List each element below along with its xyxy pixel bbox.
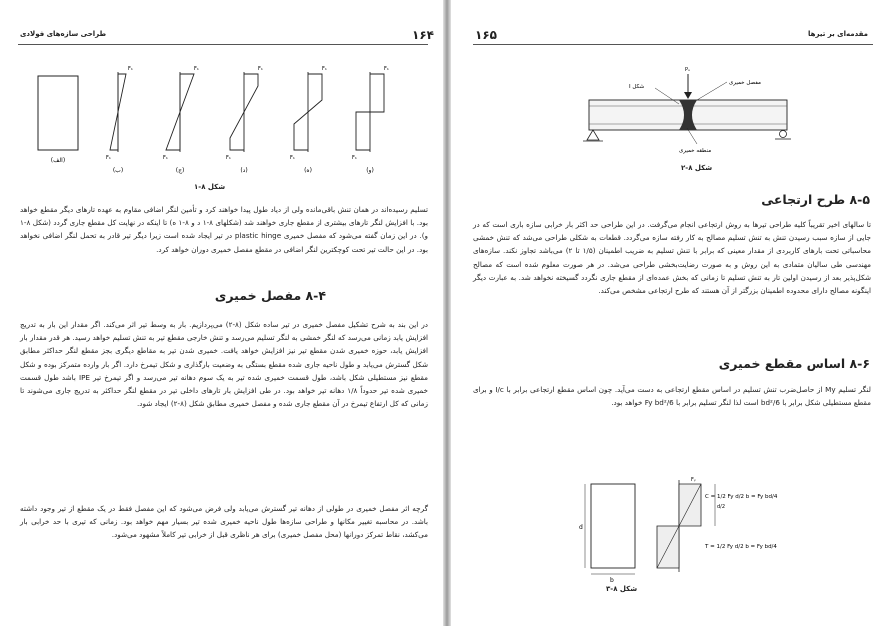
stress-label: Fᵧ [691, 477, 696, 483]
figure-panel-a [38, 76, 78, 164]
left-page [0, 0, 443, 626]
left-support-icon [587, 130, 599, 140]
body-paragraph-1: تا سالهای اخیر تقریباً کلیه طراحی تیرها به روش ارتجاعی انجام می‌گرفت. در این طراحی حد اکثر بار خرابی سازه باری است که در جایی از سازه سبب رسیدن تنش به تنش تسلیم مصالح به کار رفته سازه می‌گردد. قطعات به شکلی طراحی می‌شد که تنش خمشی محاسباتی تحت بارهای کاربردی از مقدار معینی که برابر با تنش تسلیم به ضریب اطمینان (۱/۵ تا ۲) می‌باشد تجاوز نکند. سازه‌های مهندسی طی سالیان متمادی به این روش و به صورت رضایت‌بخشی طراحی می‌شد. در هر صورت معلوم شده است که مصالح شکل‌پذیر بعد از رسیدن اولین تار به تنش تسلیم تا زمانی که بخش عمده‌ای از مقطع جاری نگردد گسیخته نخواهد شد. به عبارت دیگر اینگونه مصالح دارای محدوده اطمینان بزرگتر از آن هستند که طرح ارتجاعی مشخص می‌کند. [473, 220, 871, 296]
panel-bottom-label-c: F₁ [163, 155, 168, 161]
panel-label-b: (ب) [112, 167, 124, 174]
panel-bottom-label-f: F₁ [352, 155, 357, 161]
panel-top-label-f: F₁ [384, 66, 389, 72]
panel-label-d: (د) [240, 167, 248, 174]
rectangular-section [591, 484, 635, 568]
figure-caption-top: شکل ۸-۲ [681, 164, 713, 172]
figure-caption-bottom: شکل ۸-۳ [606, 585, 638, 593]
section-heading: ۸-۴ مفصل خمیری [214, 288, 326, 303]
figure-caption: شکل ۸-۱ [194, 183, 226, 191]
compression-equation: C = 1/2 Fy d/2 b = Fy bd/4 [705, 494, 778, 500]
figure-panel-c [163, 66, 199, 174]
page-number: ۱۶۴ [412, 28, 434, 42]
plastic-hinge-beam-figure [579, 62, 799, 162]
panel-label-a: (الف) [50, 157, 66, 164]
tension-equation: T = 1/2 Fy d/2 b = Fy bd/4 [705, 544, 777, 550]
depth-label: d [579, 524, 583, 531]
figure-panel-e [290, 66, 327, 174]
body-paragraph-2: لنگر تسلیم My از حاصل‌ضرب تنش تسلیم در اساس مقطع ارتجاعی به دست می‌آید. چون اساس مقطع ارتجاعی برابر با I/c و برای مقطع مستطیلی شکل برابر با bd²/6 است لذا لنگر تسلیم برابر با Fy bd²/6 خواهد بود. [473, 385, 871, 408]
panel-bottom-label-e: F₁ [290, 155, 295, 161]
body-paragraph-2: در این بند به شرح تشکیل مفصل خمیری در تیر ساده شکل (۸-۲) می‌پردازیم. بار به وسط تیر اثر می‌کند. اگر مقدار این بار به تدریج افزایش یابد زمانی می‌رسد که لنگر خمشی به لنگر تسلیم می‌رسد و تنش خارجی مقطع تیر به تنش تسلیم خواهد رسید. هر قدر مقدار بار افزایش یابد، حوزه خمیری شدن مقطع تیر نیز افزایش خواهد یافت. خمیری شدن تیر به مقاطع دیگری بجز مقطع لنگر حداکثر مطابق شکل گسترش می‌یابد و طول ناحیه جاری شده مقطع بستگی به وضعیت بارگذاری و شکل تیمرخ دارد. اگر بار وارده متمرکز بوده و شکل مقطع نیز مستطیلی شکل باشد، طول قسمت خمیری شده تیر به یک سوم دهانه تیر می‌رسد و اگر تیمرخ تیر IPE باشد طول قسمت خمیری شده تیر حدوداً ۱/۸ دهانه تیر خواهد بود. در طی افزایش بار تارهای داخلی تیر در مقطع لنگر حداکثر به تدریج جاری می‌شوند تا زمانی که کل ارتفاع تیمرخ در آن مقطع جاری شده و مفصل خمیری مطابق شکل (۸-۲) ایجاد شود. [20, 320, 429, 409]
zone-label: منطقه خمیری [679, 148, 712, 154]
panel-top-label-c: F₁ [194, 66, 199, 72]
running-title: طراحی سازه‌های فولادی [20, 30, 107, 38]
panel-top-label-b: F₁ [128, 66, 133, 72]
shape-label: I شکل [629, 84, 645, 90]
header-rule [18, 44, 428, 45]
figure-panel-b [106, 66, 133, 174]
body-paragraph-1: تسلیم رسیده‌اند در همان تنش باقی‌مانده ولی از دیاد طول پیدا خواهند کرد و تأمین لنگر اضافی مقاوم به عهده تارهای دیگر مقطع خواهد بود. با افزایش لنگر تارهای بیشتری از مقطع جاری خواهند شد (شکلهای ۸-۱ د و ۸-۱ ه) تا اینکه در نهایت کل مقطع جاری گردد (شکل ۸-۱ و). در این زمان گفته می‌شود که مفصل خمیری plastic hinge در تیر ایجاد شده است زیرا دیگر تیر قادر به تحمل لنگر اضافی نخواهد بود. در این حالت تیر تحت کوچکترین لنگر اضافی در مقطع مفصل خمیری دوران خواهد کرد. [20, 205, 428, 254]
right-page [451, 0, 890, 626]
plastic-section-figure [579, 476, 839, 586]
stress-distribution-figure [18, 52, 428, 202]
running-title: مقدمه‌ای بر تیرها [808, 30, 868, 38]
figure-panel-f [352, 66, 389, 174]
book-gutter [443, 0, 451, 626]
body-paragraph-3: گرچه اثر مفصل خمیری در طولی از دهانه تیر گسترش می‌یابد ولی فرض می‌شود که این مفصل فقط در یک مقطع از تیر وجود داشته باشد. در محاسبه تغییر مکانها و طراحی سازه‌ها طول ناحیه خمیری شده تیر بسیار مهم خواهد بود. زمانی که تیری با حد خرابی بار می‌کشد، نقاط تمرکز دورانها (محل مفصل خمیری) برای هر ناظری قبل از خرابی تیر کاملاً مشهود می‌شود. [20, 504, 428, 540]
hinge-label: مفصل خمیری [729, 80, 761, 86]
section-heading-plastic-modulus: ۸-۶ اساس مقطع خمیری [718, 356, 870, 371]
panel-label-c: (ج) [175, 167, 185, 174]
page-number: ۱۶۵ [475, 28, 497, 42]
section-heading-elastic: ۸-۵ طرح ارتجاعی [761, 192, 870, 207]
panel-label-f: (و) [366, 167, 374, 174]
load-label: Pᵤ [685, 67, 691, 73]
panel-bottom-label-b: F₁ [106, 155, 111, 161]
right-support-icon [780, 131, 787, 138]
panel-top-label-e: F₁ [322, 66, 327, 72]
header-rule [473, 44, 873, 45]
half-depth-label: d/2 [717, 504, 726, 510]
panel-label-e: (ه) [304, 167, 312, 174]
figure-panel-d [226, 66, 263, 174]
panel-top-label-d: F₁ [258, 66, 263, 72]
panel-bottom-label-d: F₁ [226, 155, 231, 161]
width-label: b [610, 577, 614, 584]
load-arrow-icon [684, 92, 692, 99]
